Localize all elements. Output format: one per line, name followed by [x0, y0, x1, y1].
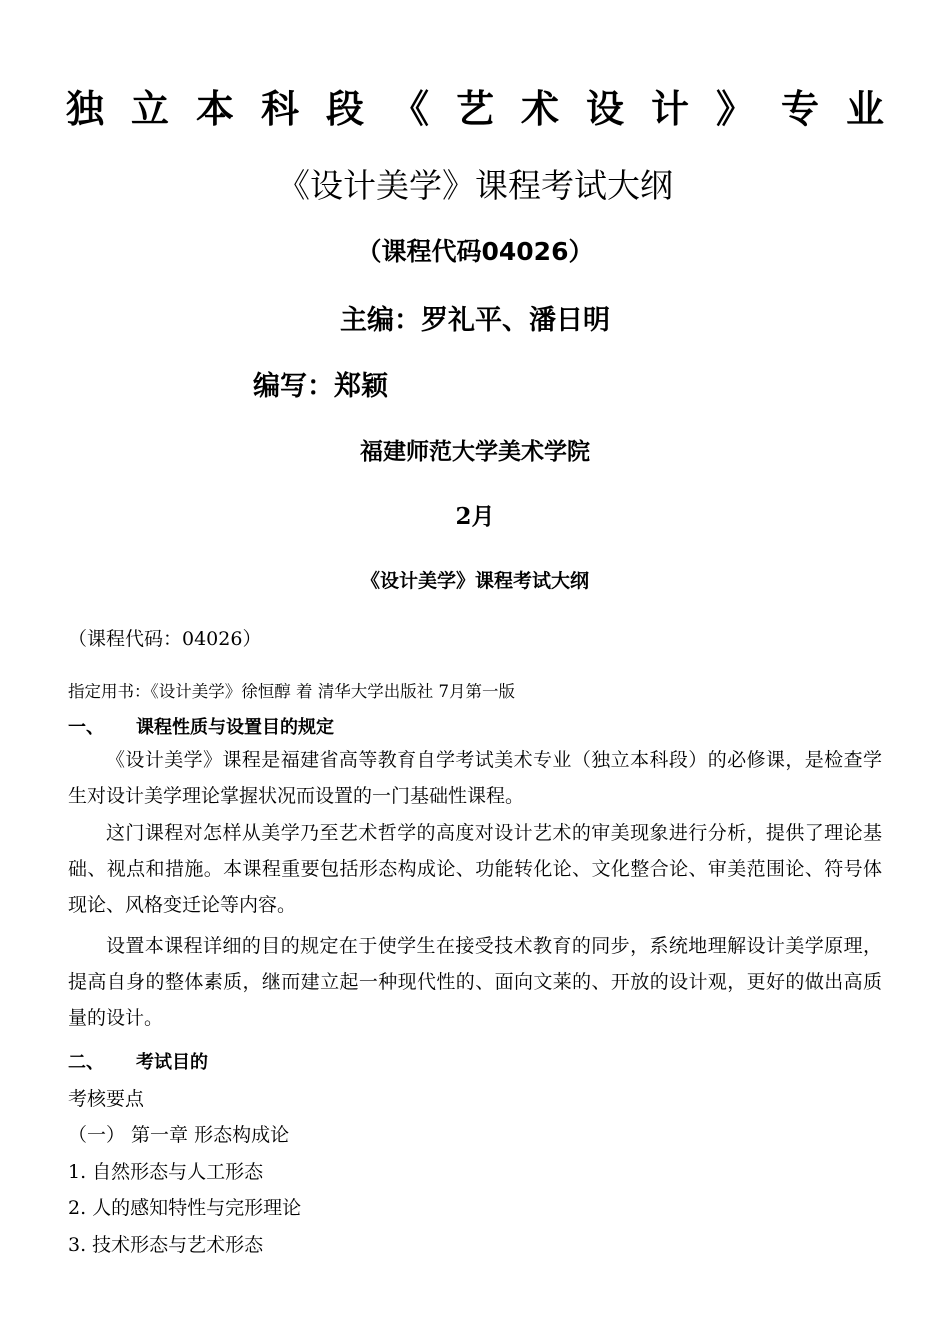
- section-title-2: 考试目的: [136, 1052, 208, 1073]
- main-title: 独立本科段《艺术设计》专业: [65, 87, 911, 131]
- course-code-heading: （课程代码04026）: [356, 237, 594, 266]
- course-code-line: （课程代码：04026）: [68, 628, 262, 650]
- list-item: 1. 自然形态与人工形态: [68, 1161, 264, 1183]
- sub-title: 《设计美学》课程考试大纲: [277, 166, 673, 205]
- section-title-1: 课程性质与设置目的规定: [136, 717, 334, 738]
- paragraph-2: [68, 815, 882, 923]
- paragraph-3: [68, 928, 882, 1036]
- paragraph-1: [68, 742, 882, 814]
- chapter-heading-1: （一） 第一章 形态构成论: [68, 1124, 290, 1146]
- paragraph-1-text: 《设计美学》课程是福建省高等教育自学考试美术专业（独立本科段）的必修课，是检查学生对设计美学理论掌握状况而设置的一门基础性课程。: [68, 749, 882, 807]
- key-points-label: 考核要点: [68, 1088, 145, 1110]
- writer-line: 编写：郑颖: [253, 371, 388, 402]
- section-number-2: 二、: [68, 1052, 104, 1073]
- date-month: 2月: [455, 503, 495, 530]
- institution-name: 福建师范大学美术学院: [360, 439, 590, 465]
- editor-line: 主编：罗礼平、潘日明: [340, 305, 610, 336]
- list-item: 2. 人的感知特性与完形理论: [68, 1197, 302, 1219]
- paragraph-2-text: 这门课程对怎样从美学乃至艺术哲学的高度对设计艺术的审美现象进行分析，提供了理论基础、视点和措施。本课程重要包括形态构成论、功能转化论、文化整合论、审美范围论、符号体现论、风格变迁论等内容。: [68, 822, 882, 916]
- outline-title: 《设计美学》课程考试大纲: [360, 570, 589, 592]
- paragraph-3-text: 设置本课程详细的目的规定在于使学生在接受技术教育的同步，系统地理解设计美学原理，提高自身的整体素质，继而建立起一种现代性的、面向文莱的、开放的设计观，更好的做出高质量的设计。: [68, 935, 882, 1029]
- textbook-line: 指定用书：《设计美学》徐恒醇 着 清华大学出版社 7月第一版: [68, 682, 515, 701]
- section-number-1: 一、: [68, 717, 104, 738]
- list-item: 3. 技术形态与艺术形态: [68, 1234, 264, 1256]
- section-heading-1: [68, 713, 334, 739]
- section-heading-2: [68, 1048, 208, 1074]
